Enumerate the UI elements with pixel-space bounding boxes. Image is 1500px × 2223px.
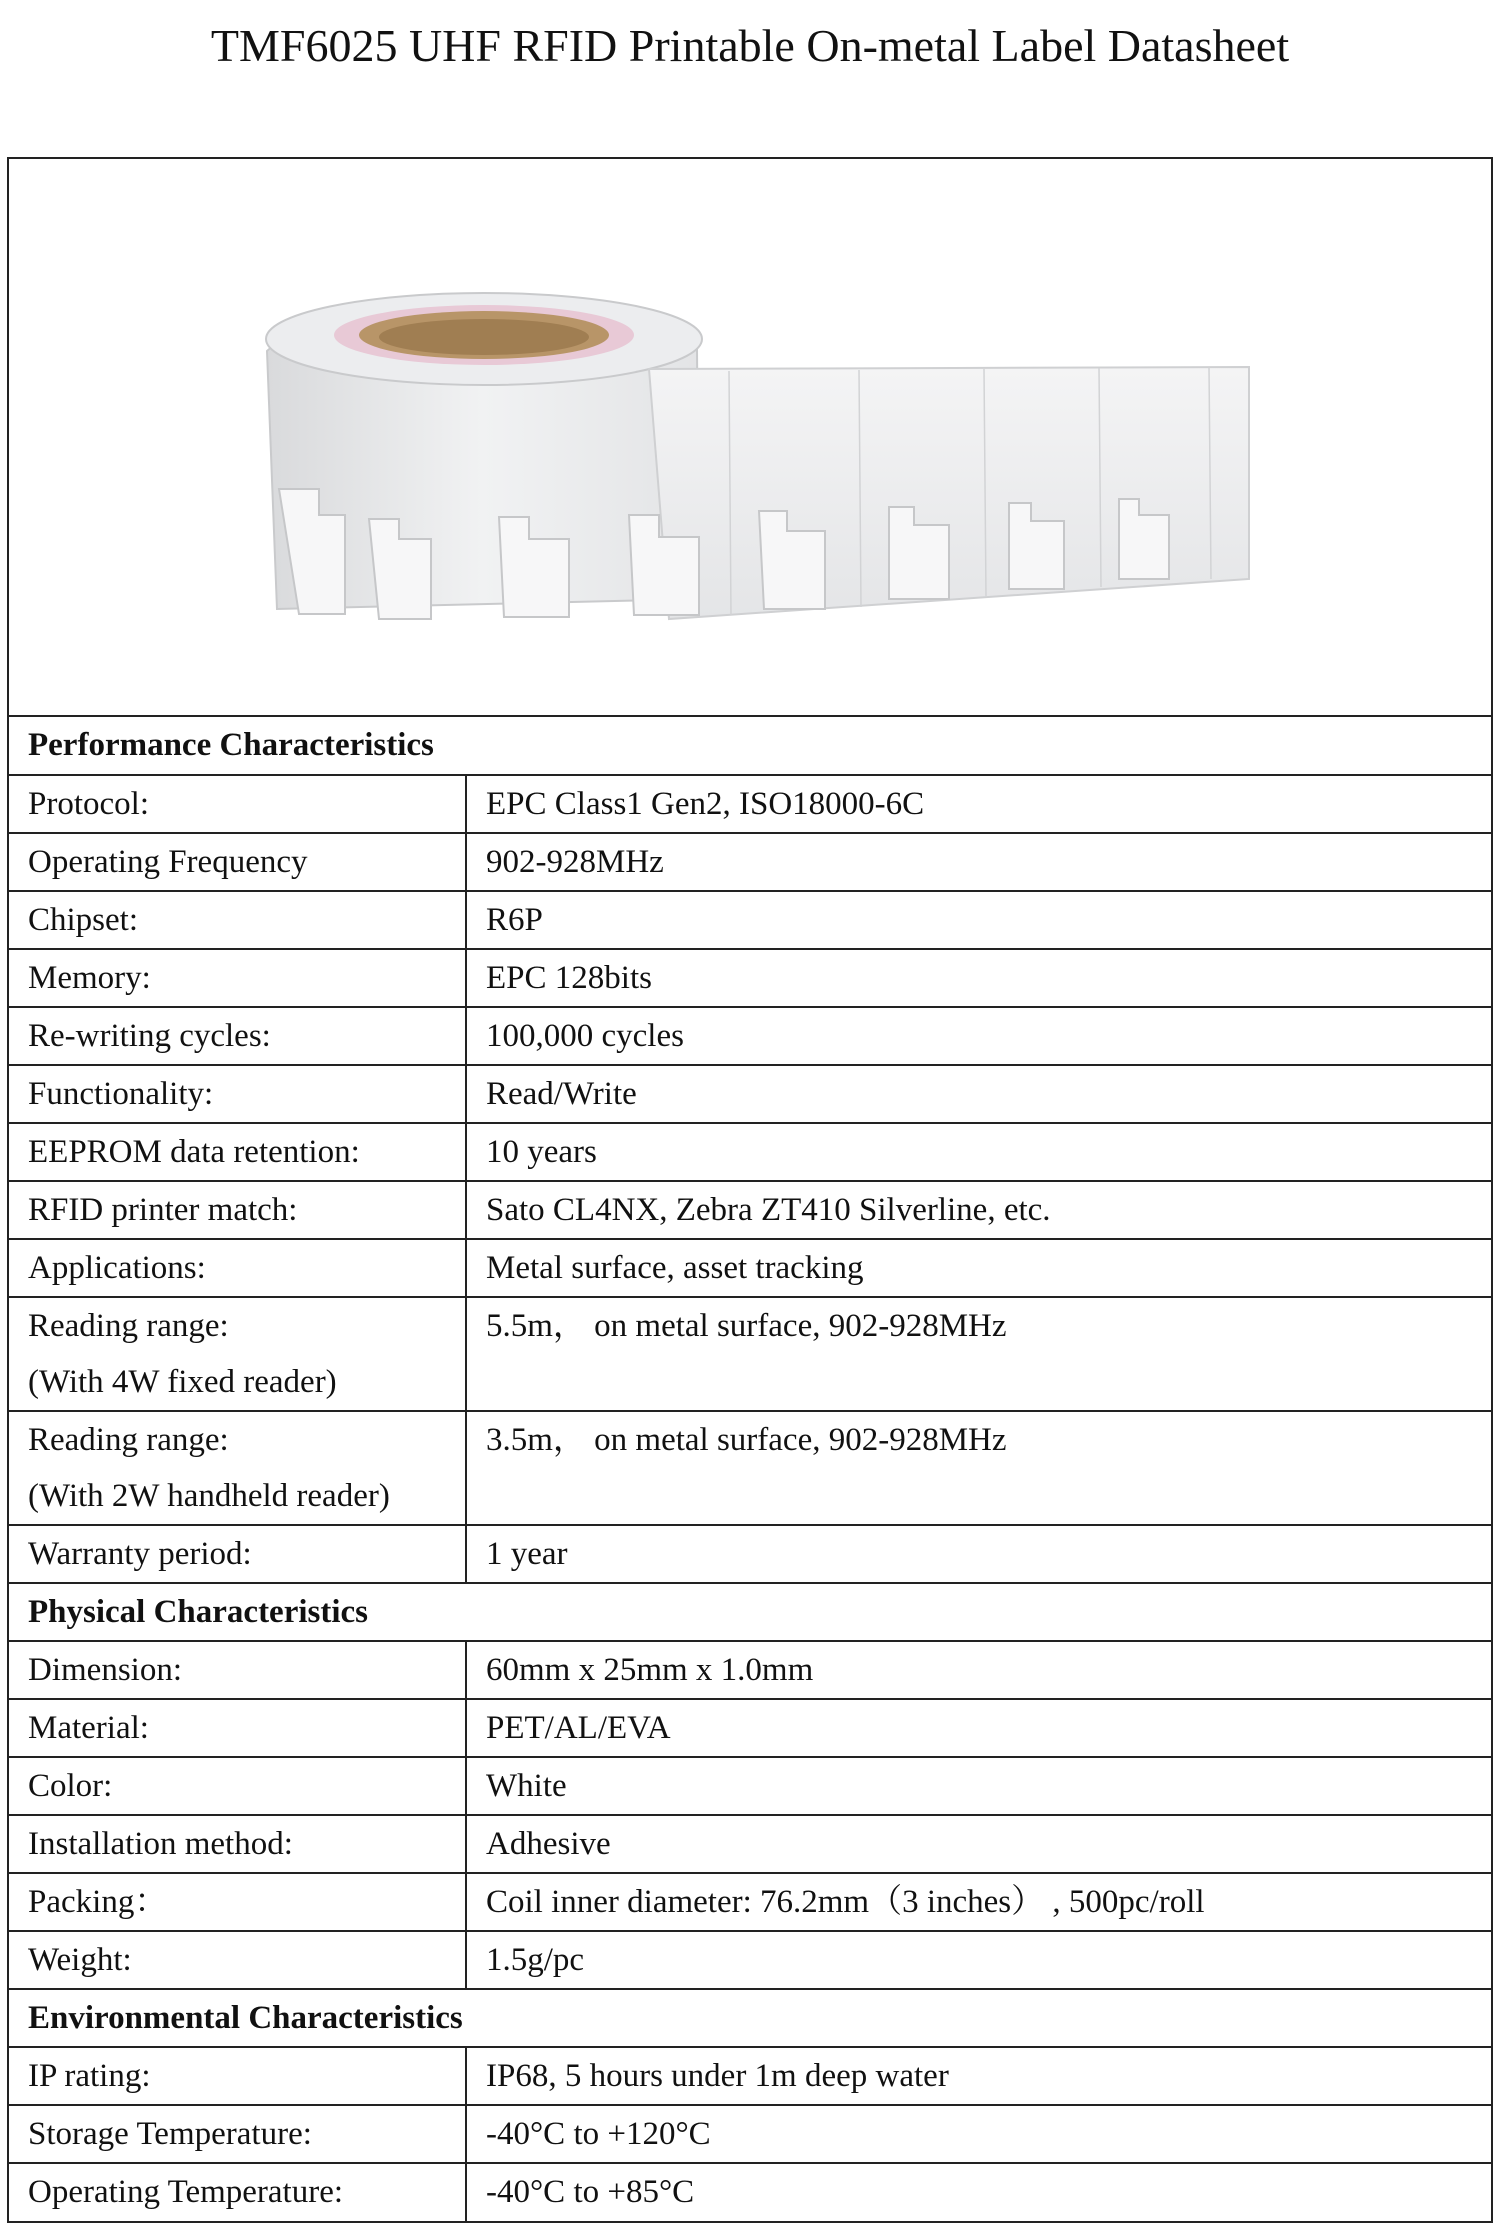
table-row [9, 1931, 1491, 1989]
table-row [9, 2105, 1491, 2163]
spec-label: Operating Temperature: [28, 2174, 344, 2210]
document-title: TMF6025 UHF RFID Printable On-metal Label Datasheet [210, 20, 1290, 71]
spec-label: Chipset: [28, 902, 139, 938]
spec-value: 1.5g/pc [466, 1931, 1491, 1989]
spec-label: Dimension: [28, 1652, 182, 1688]
spec-label: Weight: [28, 1942, 132, 1978]
spec-label: Color: [28, 1768, 113, 1804]
table-row [9, 1123, 1491, 1181]
spec-label-cell [9, 949, 466, 1007]
table-row [9, 1641, 1491, 1699]
spec-label: Re-writing cycles: [28, 1018, 271, 1054]
spec-label: Reading range: [28, 1308, 229, 1344]
spec-label: Protocol: [28, 786, 149, 822]
spec-label-cell [9, 891, 466, 949]
section-header-row [9, 717, 1491, 775]
spec-label-cell [9, 1239, 466, 1297]
spec-label-cell [9, 1007, 466, 1065]
table-row [9, 1873, 1491, 1931]
table-row [9, 891, 1491, 949]
spec-table [9, 717, 1491, 2221]
table-row [9, 1815, 1491, 1873]
spec-label-cell [9, 1123, 466, 1181]
spec-value: Coil inner diameter: 76.2mm（3 inches） , 500pc/roll [466, 1873, 1491, 1931]
table-row [9, 1239, 1491, 1297]
section-header-row [9, 1989, 1491, 2047]
spec-label-cell [9, 1525, 466, 1583]
datasheet-table [7, 157, 1493, 2223]
table-row [9, 1525, 1491, 1583]
table-row [9, 949, 1491, 1007]
spec-label-cell [9, 1297, 466, 1411]
table-row [9, 1411, 1491, 1525]
spec-value: 1 year [466, 1525, 1491, 1583]
spec-label: RFID printer match: [28, 1192, 298, 1228]
spec-label: IP rating: [28, 2058, 151, 2094]
spec-value: EPC Class1 Gen2, ISO18000-6C [466, 775, 1491, 833]
spec-label-cell [9, 1931, 466, 1989]
spec-label: EEPROM data retention: [28, 1134, 360, 1170]
section-header-row [9, 1583, 1491, 1641]
spec-label: Applications: [28, 1250, 206, 1286]
spec-label-cell [9, 2105, 466, 2163]
section-heading: Physical Characteristics [9, 1583, 1491, 1641]
spec-label: Packing： [28, 1884, 168, 1920]
table-row [9, 1297, 1491, 1411]
spec-value: White [466, 1757, 1491, 1815]
spec-label-cell [9, 1815, 466, 1873]
spec-label-note: (With 2W handheld reader) [28, 1478, 390, 1514]
spec-label-cell [9, 775, 466, 833]
spec-label-cell [9, 1757, 466, 1815]
table-row [9, 2047, 1491, 2105]
spec-label: Installation method: [28, 1826, 293, 1862]
spec-value: 3.5m， on metal surface, 902-928MHz [466, 1411, 1491, 1525]
section-heading: Environmental Characteristics [9, 1989, 1491, 2047]
spec-value: Read/Write [466, 1065, 1491, 1123]
spec-value: -40°C to +120°C [466, 2105, 1491, 2163]
spec-value: IP68, 5 hours under 1m deep water [466, 2047, 1491, 2105]
spec-label-cell [9, 1411, 466, 1525]
spec-label: Functionality: [28, 1076, 214, 1112]
table-row [9, 1181, 1491, 1239]
table-row [9, 1699, 1491, 1757]
spec-value: Sato CL4NX, Zebra ZT410 Silverline, etc. [466, 1181, 1491, 1239]
spec-label-cell [9, 2047, 466, 2105]
spec-label: Material: [28, 1710, 149, 1746]
spec-value: 100,000 cycles [466, 1007, 1491, 1065]
spec-label: Reading range: [28, 1422, 229, 1458]
spec-value: PET/AL/EVA [466, 1699, 1491, 1757]
spec-value: EPC 128bits [466, 949, 1491, 1007]
table-row [9, 775, 1491, 833]
spec-value: 902-928MHz [466, 833, 1491, 891]
spec-label-cell [9, 1065, 466, 1123]
spec-label-cell [9, 1641, 466, 1699]
spec-label-cell [9, 833, 466, 891]
spec-label-cell [9, 1873, 466, 1931]
spec-label-cell [9, 2163, 466, 2221]
spec-value: 10 years [466, 1123, 1491, 1181]
section-heading: Performance Characteristics [9, 717, 1491, 775]
spec-value: Metal surface, asset tracking [466, 1239, 1491, 1297]
spec-label-note: (With 4W fixed reader) [28, 1364, 337, 1400]
spec-label: Memory: [28, 960, 151, 996]
rfid-label-roll-photo [9, 159, 1491, 715]
spec-label: Warranty period: [28, 1536, 252, 1572]
spec-label: Operating Frequency [28, 844, 308, 880]
spec-label-cell [9, 1181, 466, 1239]
spec-label: Storage Temperature: [28, 2116, 312, 2152]
spec-value: R6P [466, 891, 1491, 949]
spec-value: 60mm x 25mm x 1.0mm [466, 1641, 1491, 1699]
table-row [9, 1007, 1491, 1065]
spec-value: -40°C to +85°C [466, 2163, 1491, 2221]
spec-label-cell [9, 1699, 466, 1757]
table-row [9, 1757, 1491, 1815]
table-row [9, 1065, 1491, 1123]
spec-value: Adhesive [466, 1815, 1491, 1873]
table-row [9, 833, 1491, 891]
spec-value: 5.5m， on metal surface, 902-928MHz [466, 1297, 1491, 1411]
table-row [9, 2163, 1491, 2221]
product-photo-cell [9, 159, 1491, 717]
